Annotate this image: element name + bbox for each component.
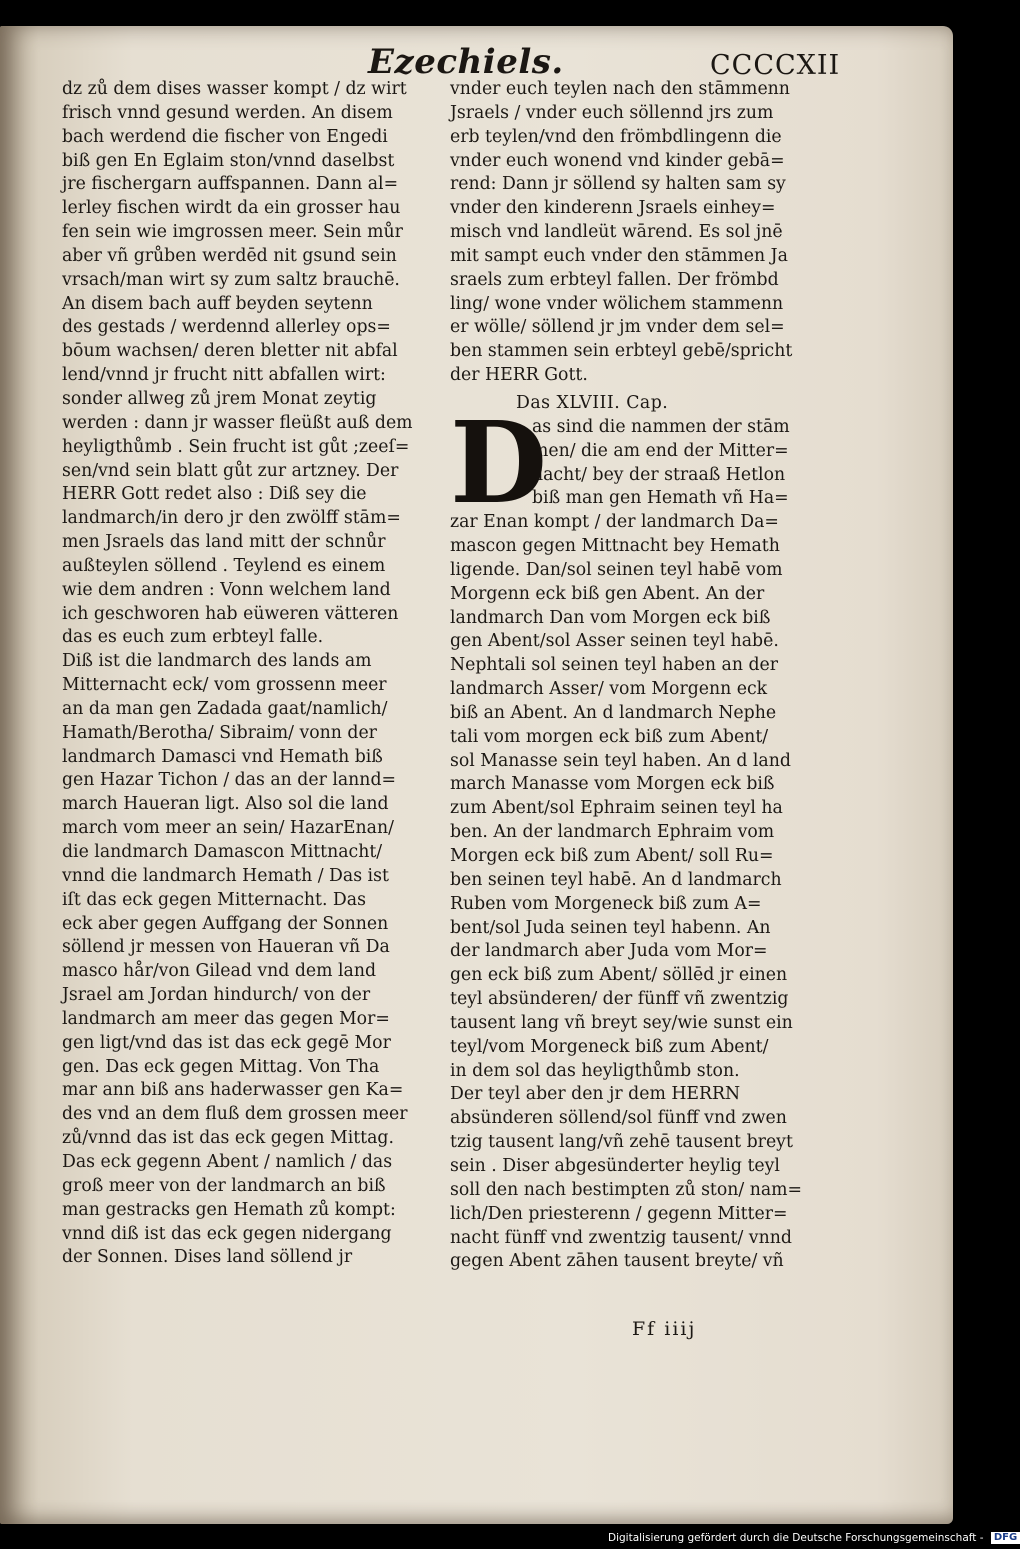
text-line: ben seinen teyl habē. An d landmarch <box>450 869 782 890</box>
text-line: gegen Abent zāhen tausent breyte/ vñ <box>450 1251 784 1272</box>
text-line: zar Enan kompt / der landmarch Da= <box>450 512 779 533</box>
text-line: der HERR Gott. <box>450 365 588 386</box>
text-line: biß an Abent. An d landmarch Nephe <box>450 702 777 723</box>
text-line: An disem bach auff beyden seytenn <box>62 293 373 314</box>
text-line: Diß ist die landmarch des lands am <box>62 651 372 672</box>
text-line: rend: Dann jr söllend sy halten sam sy <box>450 174 786 195</box>
text-line: Mitternacht eck/ vom grossenn meer <box>62 675 387 696</box>
signature-mark: Ff iiij <box>632 1318 697 1340</box>
text-line: gen. Das eck gegen Mittag. Von Tha <box>62 1056 380 1077</box>
text-line: sonder allweg zů jrem Monat zeytig <box>62 388 377 409</box>
text-line: Jsraels / vnder euch söllennd jrs zum <box>450 102 774 123</box>
text-line: fen sein wie imgrossen meer. Sein můr <box>62 222 403 243</box>
running-head-title: Ezechiels. <box>368 42 564 82</box>
dfg-logo-icon: DFG <box>991 1532 1020 1544</box>
text-line: gen Hazar Tichon / das an der lannd= <box>62 770 396 791</box>
text-line: ben. An der landmarch Ephraim vom <box>450 822 775 843</box>
text-line: das es euch zum erbteyl falle. <box>62 627 324 648</box>
text-line: masco hår/von Gilead vnd dem land <box>62 961 377 982</box>
funding-footer <box>608 1532 1020 1544</box>
text-line: tausent lang vñ breyt sey/wie sunst ein <box>450 1012 793 1033</box>
text-line: die landmarch Damascon Mittnacht/ <box>62 842 383 862</box>
text-line: biß gen En Eglaim ston/vnnd daselbst <box>62 150 395 171</box>
text-line: zů/vnnd das ist das eck gegen Mittag. <box>62 1128 394 1149</box>
text-line: vnder den kinderenn Jsraels einhey= <box>450 198 776 219</box>
text-line: werden : dann jr wasser fleüßt auß dem <box>62 412 413 433</box>
text-line: march Manasse vom Morgen eck biß <box>450 774 775 795</box>
text-line: eck aber gegen Auffgang der Sonnen <box>62 913 389 934</box>
text-line: march vom meer an sein/ HazarEnan/ <box>62 818 394 839</box>
text-line: misch vnd landleüt wārend. Es sol jnē <box>450 222 783 243</box>
text-line: landmarch Dan vom Morgen eck biß <box>450 607 771 628</box>
text-line: in dem sol das heyligthůmb ston. <box>450 1060 740 1081</box>
right-column-body <box>450 511 820 1274</box>
text-line: absünderen söllend/sol fünff vnd zwen <box>450 1108 787 1129</box>
text-line: wie dem andren : Vonn welchem land <box>62 579 391 600</box>
text-line: mascon gegen Mittnacht bey Hemath <box>450 536 780 557</box>
text-line: Nephtali sol seinen teyl haben an der <box>450 655 779 676</box>
text-line: gen ligt/vnd das ist das eck gegē Mor <box>62 1032 391 1053</box>
text-line: sraels zum erbteyl fallen. Der frömbd <box>450 269 779 290</box>
text-line: teyl/vom Morgeneck biß zum Abent/ <box>450 1036 769 1057</box>
text-line: vnnd diß ist das eck gegen nidergang <box>62 1223 392 1244</box>
text-line: des vnd an dem fluß dem grossen meer <box>62 1104 408 1125</box>
text-line: landmarch am meer das gegen Mor= <box>62 1008 390 1029</box>
text-line: außteylen söllend . Teylend es einem <box>62 555 386 576</box>
text-line: Ruben vom Morgeneck biß zum A= <box>450 893 762 914</box>
text-line: Jsrael am Jordan hindurch/ von der <box>62 985 371 1006</box>
text-line: ich geschworen hab eüweren vätteren <box>62 603 399 624</box>
text-line: groß meer von der landmarch an biß <box>62 1175 386 1196</box>
text-line: ligende. Dan/sol seinen teyl habē vom <box>450 559 783 580</box>
text-line: men/ die am end der Mitter= <box>532 440 789 461</box>
book-page <box>0 26 953 1524</box>
text-line: nacht/ bey der straaß Hetlon <box>532 464 786 485</box>
right-text-column <box>450 78 820 1274</box>
text-line: lerley fischen wirdt da ein grosser hau <box>62 198 401 219</box>
text-line: ling/ wone vnder wölichem stammenn <box>450 293 784 314</box>
text-line: landmarch Damasci vnd Hemath biß <box>62 746 383 767</box>
text-line: teyl absünderen/ der fünff vñ zwentzig <box>450 989 789 1010</box>
text-line: ben stammen sein erbteyl gebē/spricht <box>450 341 793 362</box>
text-line: landmarch Asser/ vom Morgenn eck <box>450 679 768 700</box>
text-line: HERR Gott redet also : Diß sey die <box>62 484 367 505</box>
left-text-column <box>62 78 424 1270</box>
text-line: söllend jr messen von Haueran vñ Da <box>62 937 390 958</box>
text-line: dz zů dem dises wasser kompt / dz wirt <box>62 79 407 99</box>
text-line: Morgenn eck biß gen Abent. An der <box>450 583 765 604</box>
text-line: march Haueran ligt. Also sol die land <box>62 794 389 815</box>
text-line: tzig tausent lang/vñ zehē tausent breyt <box>450 1132 793 1153</box>
text-line: bōum wachsen/ deren bletter nit abfal <box>62 341 398 362</box>
text-line: bent/sol Juda seinen teyl habenn. An <box>450 917 771 938</box>
text-line: iſt das eck gegen Mitternacht. Das <box>62 889 366 910</box>
text-line: mit sampt euch vnder den stāmmen Ja <box>450 245 788 266</box>
text-line: as sind die nammen der stām <box>532 416 790 437</box>
text-line: soll den nach bestimpten zů ston/ nam= <box>450 1179 803 1200</box>
text-line: sen/vnd sein blatt gůt zur artzney. Der <box>62 460 399 481</box>
text-line: heyligthůmb . Sein frucht ist gůt ;zeeſ= <box>62 436 410 457</box>
footer-text: Digitalisierung gefördert durch die Deutsche Forschungsgemeinschaft - <box>608 1532 984 1544</box>
text-line: er wölle/ söllend jr jm vnder dem sel= <box>450 317 785 338</box>
text-line: zum Abent/sol Ephraim seinen teyl ha <box>450 798 783 819</box>
chapter-heading: Das XLVIII. Cap. <box>516 392 669 413</box>
text-line: gen eck biß zum Abent/ söllēd jr einen <box>450 965 788 986</box>
text-line: vnder euch teylen nach den stāmmenn <box>450 79 790 99</box>
drop-cap-initial: D <box>450 397 548 529</box>
text-line: der landmarch aber Juda vom Mor= <box>450 941 768 962</box>
text-line: gen Abent/sol Asser seinen teyl habē. <box>450 631 779 652</box>
text-line: Morgen eck biß zum Abent/ soll Ru= <box>450 846 774 866</box>
text-line: man gestracks gen Hemath zů kompt: <box>62 1199 396 1220</box>
text-line: biß man gen Hemath vñ Ha= <box>532 488 789 509</box>
text-line: sein . Diser abgesünderter heylig teyl <box>450 1155 780 1176</box>
text-line: Hamath/Berotha/ Sibraim/ vonn der <box>62 722 377 743</box>
text-line: Der teyl aber den jr dem HERRN <box>450 1084 741 1105</box>
text-line: Das eck gegenn Abent / namlich / das <box>62 1151 393 1172</box>
text-line: frisch vnnd gesund werden. An disem <box>62 102 393 123</box>
text-line: nacht fünff vnd zwentzig tausent/ vnnd <box>450 1227 792 1248</box>
text-line: aber vñ grůben werdēd nit gsund sein <box>62 245 397 266</box>
text-line: an da man gen Zadada gaat/namlich/ <box>62 698 388 719</box>
text-line: landmarch/in dero jr den zwölff stām= <box>62 508 401 529</box>
text-line: jre fischergarn auffspannen. Dann al= <box>62 174 399 195</box>
text-line: tali vom morgen eck biß zum Abent/ <box>450 726 769 747</box>
text-line: bach werdend die fischer von Engedi <box>62 126 388 147</box>
text-line: lich/Den priesterenn / gegenn Mitter= <box>450 1203 788 1224</box>
text-line: sol Manasse sein teyl haben. An d land <box>450 750 791 771</box>
text-line: men Jsraels das land mitt der schnůr <box>62 532 386 553</box>
text-line: mar ann biß ans haderwasser gen Ka= <box>62 1080 404 1101</box>
folio-number: CCCCXII <box>710 50 841 81</box>
text-line: vnnd die landmarch Hemath / Das ist <box>62 865 389 886</box>
text-line: vrsach/man wirt sy zum saltz brauchē. <box>62 269 400 290</box>
text-line: lend/vnnd jr frucht nitt abfallen wirt: <box>62 365 386 386</box>
text-line: erb teylen/vnd den frömbdlingenn die <box>450 126 782 147</box>
text-line: des gestads / werdennd allerley ops= <box>62 317 391 338</box>
text-line: der Sonnen. Dises land söllend jr <box>62 1247 353 1268</box>
text-line: vnder euch wonend vnd kinder gebā= <box>450 150 785 171</box>
right-column-intro <box>450 78 820 388</box>
